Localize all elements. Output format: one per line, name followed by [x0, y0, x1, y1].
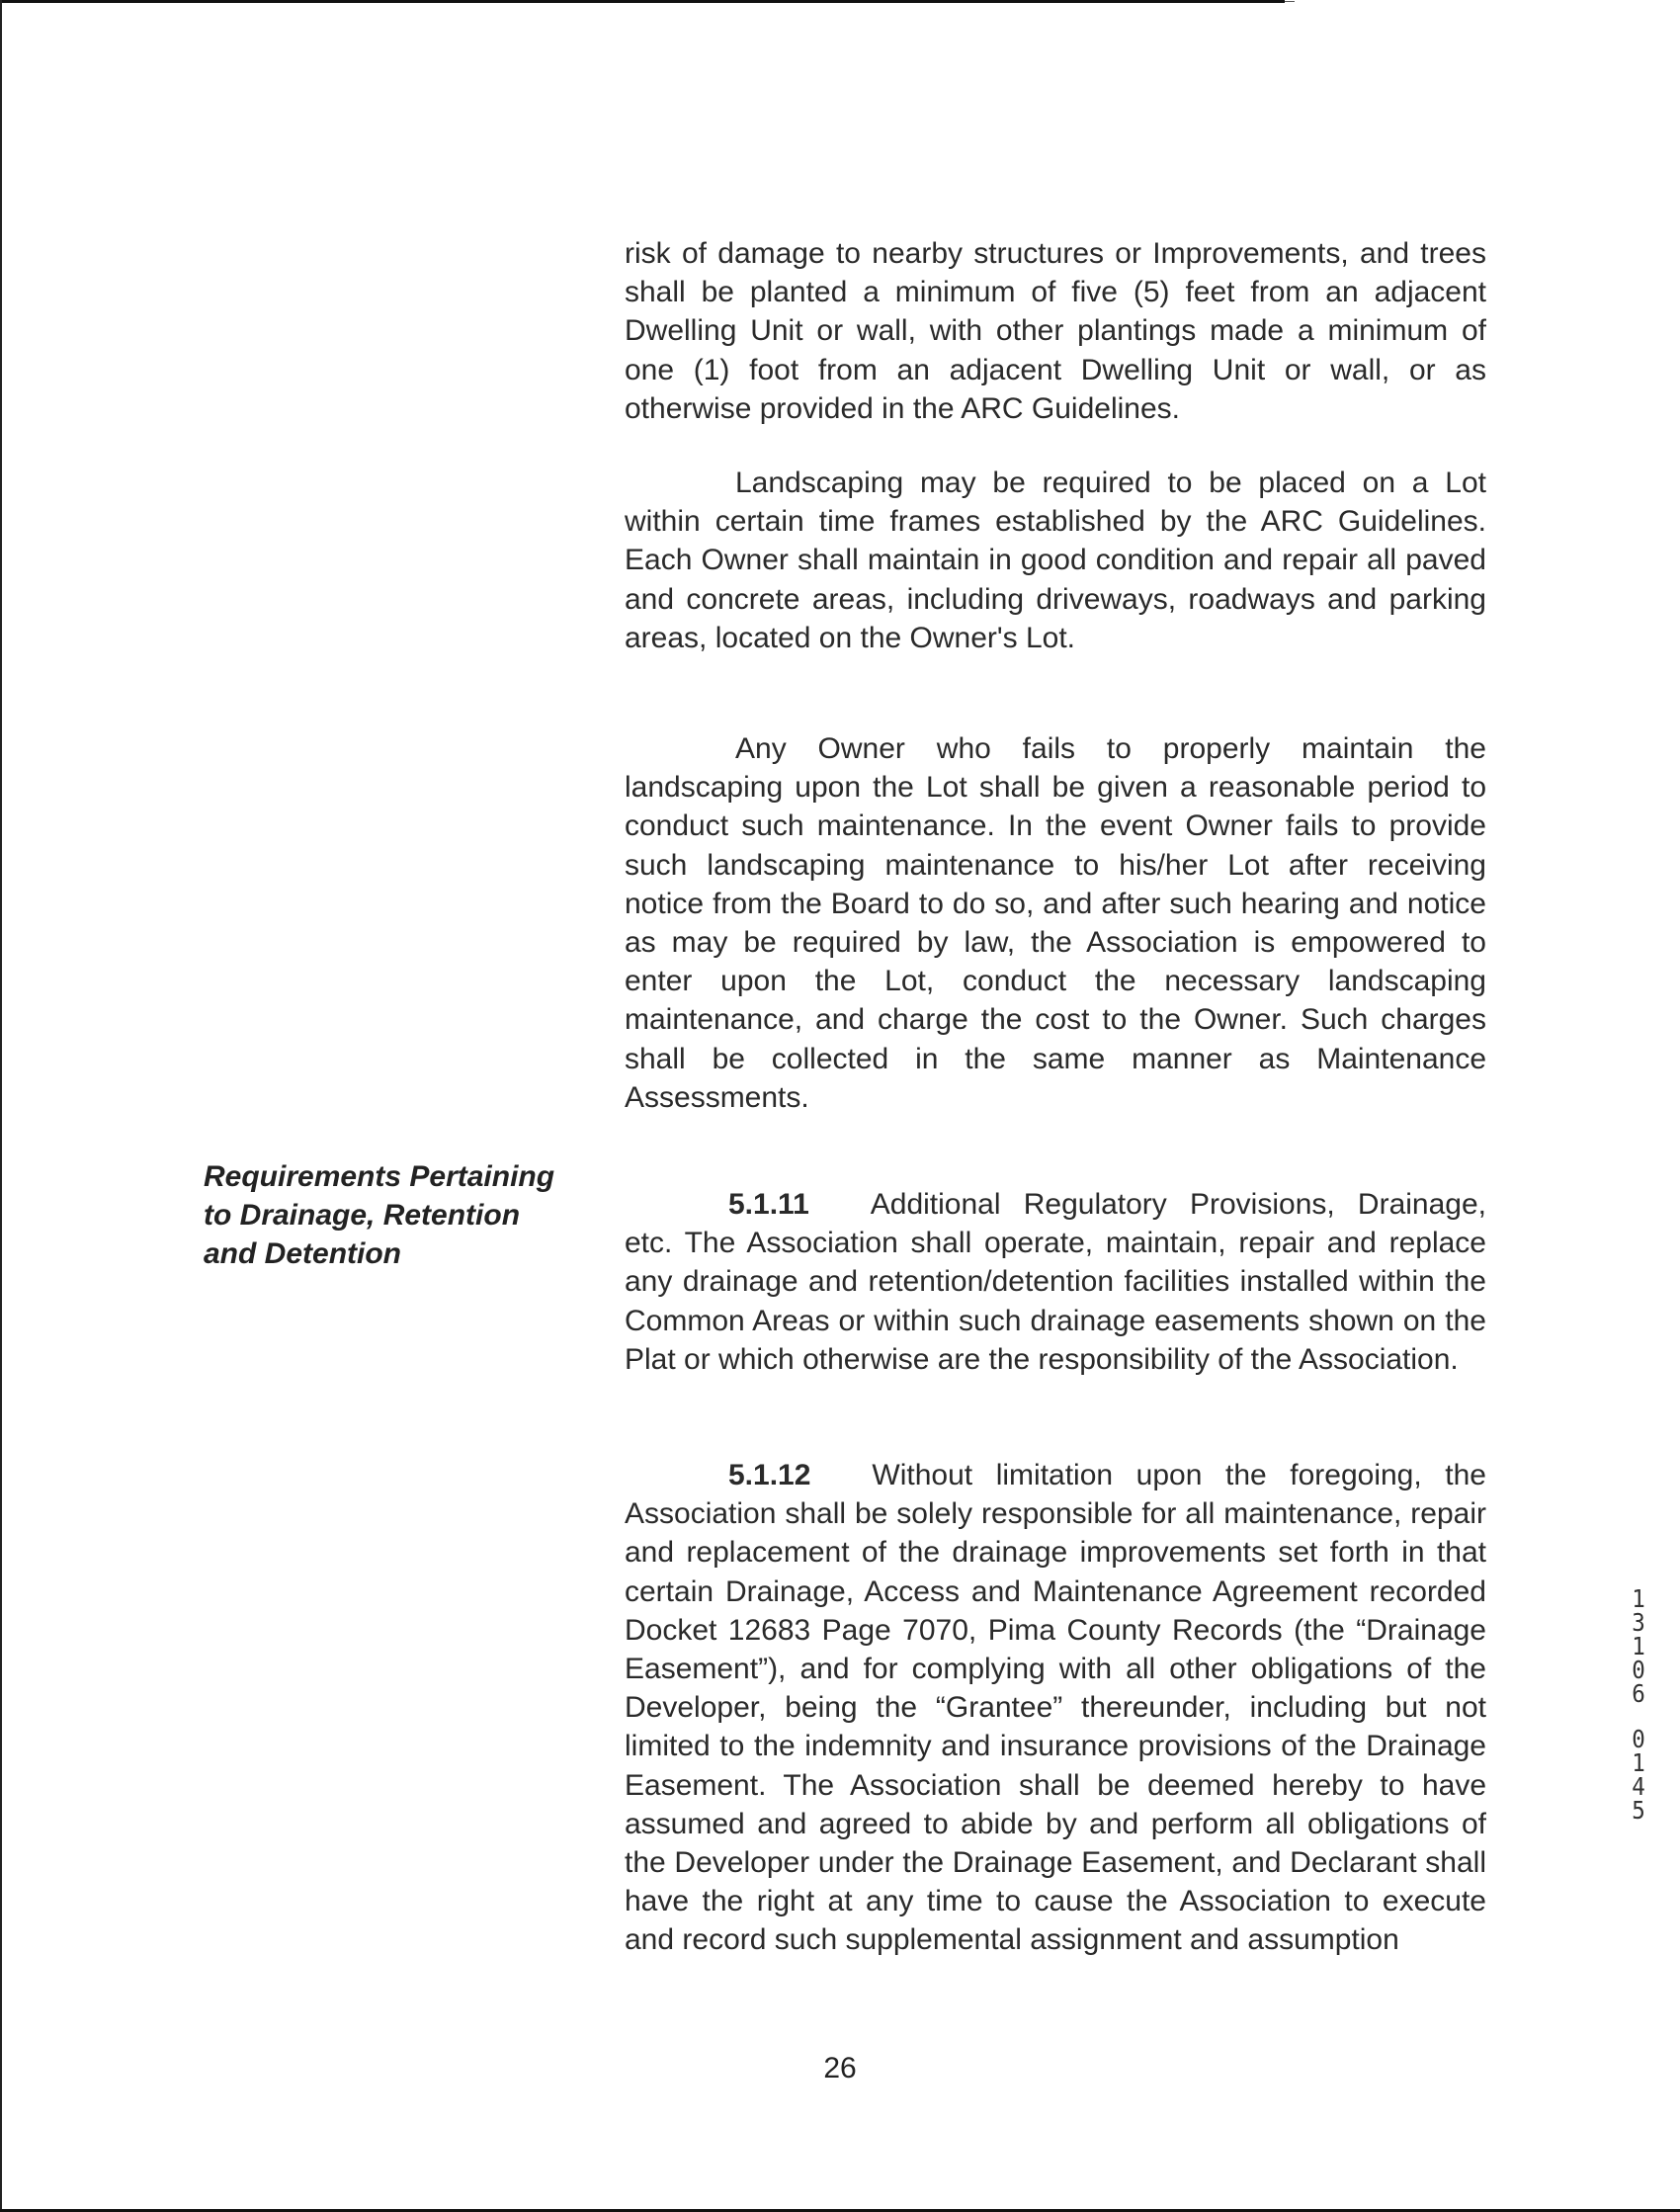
section-number: 5.1.12 — [728, 1459, 811, 1491]
stamp-digit: 0 — [1632, 1656, 1645, 1684]
stamp-digit: 1 — [1632, 1632, 1645, 1660]
stamp-digit: 6 — [1632, 1679, 1645, 1708]
stamp-digit: 5 — [1632, 1796, 1645, 1825]
recording-docket-number — [1621, 1584, 1656, 1708]
page-number: 26 — [823, 2052, 857, 2084]
section-5-1-12 — [625, 1456, 1486, 1960]
top-border-line-tail — [1285, 1, 1295, 2]
margin-heading-drainage — [204, 1157, 619, 1274]
paragraph-continuation: risk of damage to nearby structures or Improvements, and trees shall be planted a minimum of five (5) feet from an adjacent Dwelling Unit or wall, with other plantings made a minimum of one (1) foot from an adjacent Dwelling Unit or wall, or as otherwise provided in the ARC Guidelines. — [625, 237, 1486, 425]
paragraph-owner-maintenance: Any Owner who fails to properly maintain the landscaping upon the Lot shall be given a reasonable period to conduct such maintenance. In the event Owner fails to provide such landscaping maintenance to his/her Lot after receiving notice from the Board to do so, and after such hearing and notice as may be required by law, the Association is empowered to enter upon the Lot, conduct the necessary landscaping maintenance, and charge the cost to the Owner. Such charges shall be collected in the same manner as Maintenance Assessments. — [625, 732, 1486, 1114]
margin-heading-line: Requirements Pertaining — [204, 1160, 555, 1193]
stamp-digit: 4 — [1632, 1772, 1645, 1801]
recording-stamp — [1619, 1584, 1658, 1825]
section-5-1-11 — [625, 1185, 1486, 1379]
top-border-line — [0, 0, 1285, 3]
paragraph-landscaping: Landscaping may be required to be placed on a Lot within certain time frames established by the ARC Guidelines. Each Owner shall maintain in good condition and repair all paved and concrete areas, including driveways, roadways and parking areas, located on the Owner's Lot. — [625, 467, 1486, 654]
stamp-digit: 1 — [1632, 1748, 1645, 1777]
section-number: 5.1.11 — [728, 1188, 809, 1221]
recording-page-number — [1621, 1725, 1656, 1825]
left-border-line — [0, 0, 2, 2212]
section-text: Without limitation upon the foregoing, the Association shall be solely responsible for all maintenance, repair and replacement of the drainage improvements set forth in that certain Drainage, Access and Maintenance Agreement recorded Docket 12683 Page 7070, Pima County Records (the “Drainage Easement”), and for complying with all other obligations of the Developer, being the “Grantee” thereunder, including but not limited to the indemnity and insurance provisions of the Drainage Easement. The Association shall be deemed hereby to have assumed and agreed to abide by and perform all obligations of the Developer under the Drainage Easement, and Declarant shall have the right at any time to cause the Association to execute and record such supplemental assignment and assumption — [625, 1459, 1486, 1957]
section-text: Additional Regulatory Provisions, Drainage, etc. The Association shall operate, maintain, repair and replace any drainage and retention/detention facilities installed within the Common Areas or within such drainage easements shown on the Plat or which otherwise are the responsibility of the Association. — [625, 1188, 1486, 1376]
stamp-digit: 0 — [1632, 1725, 1645, 1753]
margin-heading-line: to Drainage, Retention — [204, 1199, 521, 1233]
stamp-digit: 1 — [1632, 1584, 1645, 1613]
stamp-digit: 3 — [1632, 1608, 1645, 1637]
margin-heading-line: and Detention — [204, 1237, 401, 1271]
